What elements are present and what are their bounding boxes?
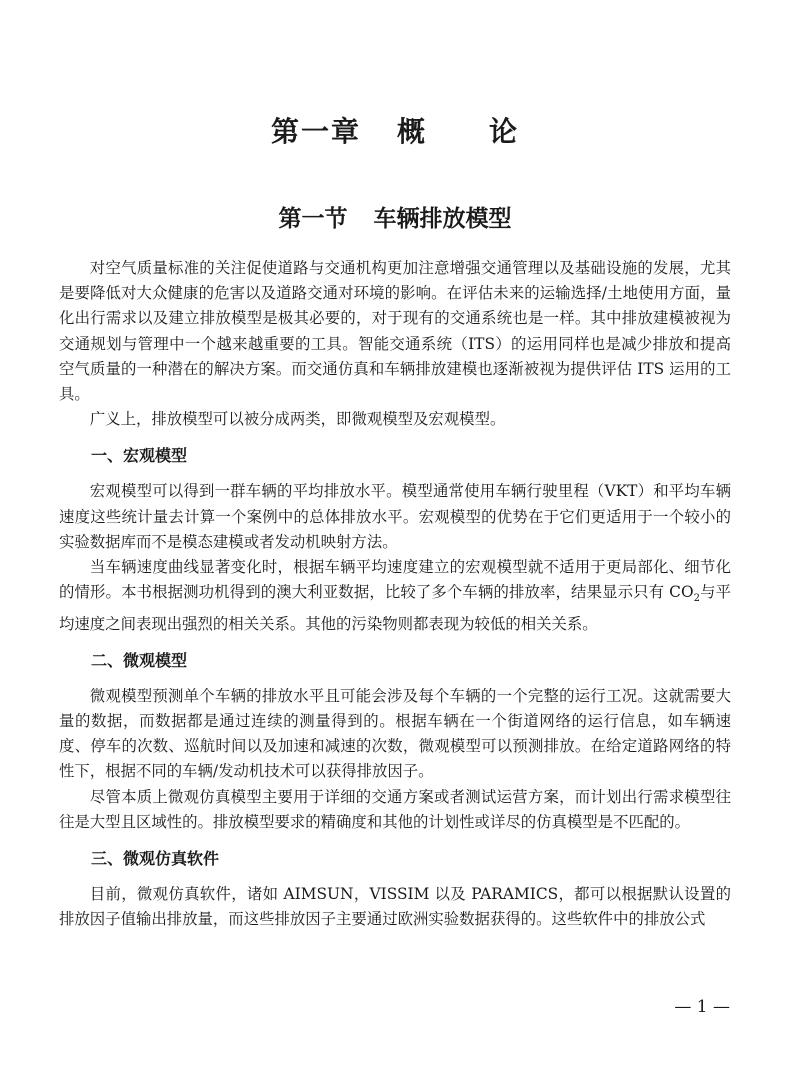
paragraph-macro-2-text-a: 当车辆速度曲线显著变化时，根据车辆平均速度建立的宏观模型就不适用于更局部化、细节化的情形。本书根据测功机得到的澳大利亚数据，比较了多个车辆的排放率，结果显示只有 CO — [59, 558, 731, 602]
section-title — [0, 200, 790, 233]
heading-micro-software: 三、微观仿真软件 — [91, 848, 220, 868]
chapter-title — [0, 110, 790, 150]
paragraph-intro: 对空气质量标准的关注促使道路与交通机构更加注意增强交通管理以及基础设施的发展，尤其是要降低对大众健康的危害以及道路交通对环境的影响。在评估未来的运输选择/土地使用方面，量化出行需求以及建立排放模型是极其必要的，对于现有的交通系统也是一样。其中排放建模被视为交通规划与管理中一个越来越重要的工具。智能交通系统（ITS）的运用同样也是减少排放和提高空气质量的一种潜在的解决方案。而交通仿真和车辆排放建模也逐渐被视为提供评估 ITS 运用的工具。 — [59, 259, 731, 404]
heading-macro-model: 一、宏观模型 — [91, 446, 188, 466]
co2-subscript: 2 — [693, 593, 700, 605]
paragraph-micro-2: 尽管本质上微观仿真模型主要用于详细的交通方案或者测试运营方案，而计划出行需求模型往往是大型且区域性的。排放模型要求的精确度和其他的计划性或详尽的仿真模型是不匹配的。 — [59, 787, 731, 831]
heading-micro-model: 二、微观模型 — [91, 650, 188, 670]
paragraph-macro-2 — [59, 555, 731, 637]
paragraph-software: 目前，微观仿真软件，诸如 AIMSUN，VISSIM 以及 PARAMICS，都可以根据默认设置的排放因子值输出排放量，而这些排放因子主要通过欧洲实验数据获得的。这些软件中的排放公式 — [59, 884, 731, 929]
chapter-title-part1: 概 — [396, 115, 427, 148]
paragraph-macro-2-text-b: 与平均速度之间表现出强烈的相关关系。其他的污染物则都表现为较低的相关关系。 — [59, 583, 731, 633]
chapter-label: 第一章 — [270, 115, 361, 148]
paragraph-macro-1: 宏观模型可以得到一群车辆的平均排放水平。模型通常使用车辆行驶里程（VKT）和平均车辆速度这些统计量去计算一个案例中的总体排放水平。宏观模型的优势在于它们更适用于一个较小的实验数据库而不是模态建模或者发动机映射方法。 — [59, 482, 731, 551]
paragraph-classification: 广义上，排放模型可以被分成两类，即微观模型及宏观模型。 — [89, 410, 506, 429]
paragraph-micro-1: 微观模型预测单个车辆的排放水平且可能会涉及每个车辆的一个完整的运行工况。这就需要大量的数据，而数据都是通过连续的测量得到的。根据车辆在一个街道网络的运行信息，如车辆速度、停车的次数、巡航时间以及加速和减速的次数，微观模型可以预测排放。在给定道路网络的特性下，根据不同的车辆/发动机技术可以获得排放因子。 — [59, 686, 731, 781]
body-text — [59, 256, 731, 932]
section-name: 车辆排放模型 — [373, 206, 512, 232]
chapter-title-part2: 论 — [489, 115, 520, 148]
section-label: 第一节 — [278, 206, 348, 232]
page-number: — 1 — — [674, 997, 730, 1017]
